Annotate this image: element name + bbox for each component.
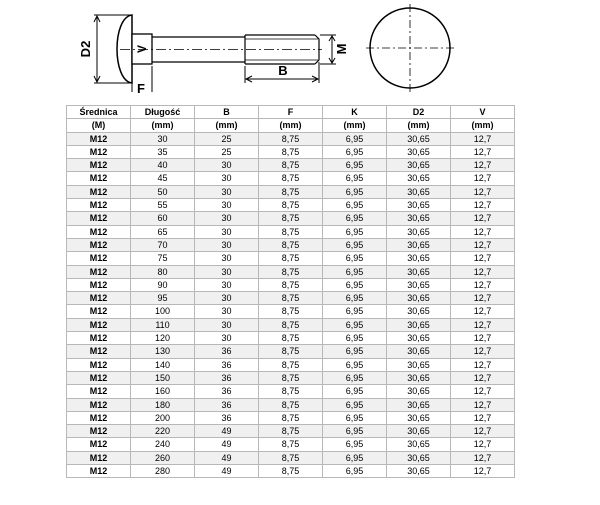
table-body [67, 132, 515, 478]
table-cell: 8,75 [259, 159, 323, 172]
table-cell: 6,95 [323, 345, 387, 358]
table-cell: 220 [131, 425, 195, 438]
table-cell: 12,7 [451, 199, 515, 212]
table-cell: 12,7 [451, 212, 515, 225]
table-cell: 130 [131, 345, 195, 358]
table-cell: 30,65 [387, 145, 451, 158]
table-cell: 6,95 [323, 398, 387, 411]
table-cell: 30,65 [387, 385, 451, 398]
table-cell: 6,95 [323, 292, 387, 305]
table-cell: 65 [131, 225, 195, 238]
table-cell: 80 [131, 265, 195, 278]
table-cell: 30,65 [387, 278, 451, 291]
table-cell: 8,75 [259, 332, 323, 345]
table-cell: 12,7 [451, 358, 515, 371]
table-cell: 30,65 [387, 185, 451, 198]
table-cell: M12 [67, 172, 131, 185]
table-cell: M12 [67, 278, 131, 291]
table-cell: 6,95 [323, 172, 387, 185]
table-cell: M12 [67, 145, 131, 158]
table-cell: 30 [195, 172, 259, 185]
table-cell: M12 [67, 438, 131, 451]
table-cell: 8,75 [259, 199, 323, 212]
table-cell: 8,75 [259, 465, 323, 478]
table-cell: 6,95 [323, 225, 387, 238]
table-cell: 8,75 [259, 318, 323, 331]
table-cell: 30,65 [387, 212, 451, 225]
table-row [67, 425, 515, 438]
table-cell: 75 [131, 252, 195, 265]
table-cell: 36 [195, 371, 259, 384]
table-cell: 30 [195, 159, 259, 172]
table-row [67, 132, 515, 145]
table-row [67, 371, 515, 384]
unit-cell: (mm) [131, 119, 195, 132]
table-cell: 12,7 [451, 278, 515, 291]
header-cell: B [195, 106, 259, 119]
table-cell: 8,75 [259, 398, 323, 411]
table-row [67, 159, 515, 172]
table-row [67, 172, 515, 185]
table-cell: 30 [195, 225, 259, 238]
unit-cell: (mm) [259, 119, 323, 132]
table-row [67, 145, 515, 158]
table-cell: 12,7 [451, 159, 515, 172]
table-cell: 30 [195, 292, 259, 305]
table-cell: 30 [195, 212, 259, 225]
table-cell: M12 [67, 358, 131, 371]
table-row [67, 318, 515, 331]
table-cell: 95 [131, 292, 195, 305]
table-cell: 8,75 [259, 265, 323, 278]
table-row [67, 398, 515, 411]
table-cell: 30 [195, 185, 259, 198]
table-cell: M12 [67, 305, 131, 318]
table-cell: 6,95 [323, 238, 387, 251]
table-row [67, 438, 515, 451]
table-cell: 12,7 [451, 252, 515, 265]
table-cell: 260 [131, 451, 195, 464]
table-cell: 12,7 [451, 345, 515, 358]
table-cell: 240 [131, 438, 195, 451]
table-cell: M12 [67, 345, 131, 358]
table-cell: 8,75 [259, 132, 323, 145]
table-cell: 12,7 [451, 465, 515, 478]
units-row [67, 119, 515, 132]
unit-cell: (mm) [323, 119, 387, 132]
table-cell: 12,7 [451, 172, 515, 185]
table-cell: M12 [67, 159, 131, 172]
f-label: F [137, 81, 145, 96]
table-cell: 12,7 [451, 132, 515, 145]
table-cell: 49 [195, 425, 259, 438]
table-cell: 140 [131, 358, 195, 371]
table-cell: 30 [195, 252, 259, 265]
table-cell: 6,95 [323, 425, 387, 438]
unit-cell: (mm) [451, 119, 515, 132]
table-cell: 150 [131, 371, 195, 384]
table-row [67, 385, 515, 398]
table-cell: 8,75 [259, 371, 323, 384]
table-cell: 6,95 [323, 411, 387, 424]
table-cell: 30,65 [387, 265, 451, 278]
unit-cell: (mm) [387, 119, 451, 132]
table-cell: M12 [67, 385, 131, 398]
table-cell: M12 [67, 185, 131, 198]
table-cell: 160 [131, 385, 195, 398]
table-cell: 6,95 [323, 278, 387, 291]
table-cell: 30,65 [387, 451, 451, 464]
table-cell: 8,75 [259, 438, 323, 451]
table-cell: 6,95 [323, 199, 387, 212]
table-cell: 30,65 [387, 225, 451, 238]
table-cell: 8,75 [259, 172, 323, 185]
dimensions-table [66, 105, 515, 478]
table-cell: 6,95 [323, 305, 387, 318]
table-cell: 90 [131, 278, 195, 291]
table-cell: 30,65 [387, 252, 451, 265]
table-cell: 12,7 [451, 371, 515, 384]
table-cell: M12 [67, 371, 131, 384]
table-cell: 30 [195, 278, 259, 291]
table-row [67, 212, 515, 225]
table-cell: 30,65 [387, 358, 451, 371]
table-cell: M12 [67, 398, 131, 411]
unit-cell: (M) [67, 119, 131, 132]
table-cell: 36 [195, 358, 259, 371]
table-cell: 12,7 [451, 451, 515, 464]
table-row [67, 305, 515, 318]
table-cell: M12 [67, 199, 131, 212]
table-row [67, 332, 515, 345]
table-cell: 30,65 [387, 159, 451, 172]
table-cell: 8,75 [259, 212, 323, 225]
table-cell: 30 [195, 199, 259, 212]
table-cell: 30,65 [387, 345, 451, 358]
table-cell: 30,65 [387, 318, 451, 331]
table-cell: M12 [67, 425, 131, 438]
table-row [67, 265, 515, 278]
table-cell: 30,65 [387, 438, 451, 451]
table-cell: 6,95 [323, 451, 387, 464]
header-row [67, 106, 515, 119]
b-label: B [278, 63, 288, 78]
table-cell: M12 [67, 132, 131, 145]
table-cell: 30,65 [387, 305, 451, 318]
table-cell: 8,75 [259, 358, 323, 371]
table-cell: 49 [195, 438, 259, 451]
table-cell: M12 [67, 238, 131, 251]
table-cell: 6,95 [323, 371, 387, 384]
unit-cell: (mm) [195, 119, 259, 132]
table-row [67, 358, 515, 371]
table-cell: 12,7 [451, 305, 515, 318]
table-row [67, 278, 515, 291]
table-cell: M12 [67, 212, 131, 225]
table-cell: 30,65 [387, 465, 451, 478]
table-cell: 36 [195, 398, 259, 411]
table-cell: 6,95 [323, 385, 387, 398]
table-cell: 30,65 [387, 132, 451, 145]
table-cell: 36 [195, 345, 259, 358]
table-cell: 100 [131, 305, 195, 318]
table-cell: 8,75 [259, 451, 323, 464]
table-cell: M12 [67, 225, 131, 238]
table-cell: 30,65 [387, 292, 451, 305]
table-cell: 6,95 [323, 212, 387, 225]
table-cell: 12,7 [451, 438, 515, 451]
table-row [67, 292, 515, 305]
table-cell: 8,75 [259, 345, 323, 358]
table-cell: 35 [131, 145, 195, 158]
table-cell: 8,75 [259, 145, 323, 158]
table-cell: 6,95 [323, 145, 387, 158]
table-cell: 49 [195, 465, 259, 478]
v-label: V [135, 44, 149, 54]
table-cell: 30,65 [387, 172, 451, 185]
table-cell: 110 [131, 318, 195, 331]
table-cell: 6,95 [323, 132, 387, 145]
table-row [67, 185, 515, 198]
table-cell: 12,7 [451, 292, 515, 305]
table-cell: 8,75 [259, 185, 323, 198]
table-cell: 30 [195, 332, 259, 345]
table-cell: 25 [195, 145, 259, 158]
table-cell: 12,7 [451, 238, 515, 251]
table-cell: 30,65 [387, 398, 451, 411]
table-cell: 12,7 [451, 425, 515, 438]
table-cell: 6,95 [323, 252, 387, 265]
header-cell: F [259, 106, 323, 119]
table-row [67, 199, 515, 212]
table-row [67, 345, 515, 358]
table-cell: 30,65 [387, 371, 451, 384]
table-cell: 40 [131, 159, 195, 172]
table-cell: 200 [131, 411, 195, 424]
table-cell: 12,7 [451, 385, 515, 398]
table-cell: 280 [131, 465, 195, 478]
table-cell: 12,7 [451, 265, 515, 278]
table-cell: M12 [67, 252, 131, 265]
table-cell: 8,75 [259, 292, 323, 305]
table-cell: 30,65 [387, 332, 451, 345]
table-cell: 30,65 [387, 411, 451, 424]
d2-label: D2 [78, 40, 93, 58]
table-cell: 6,95 [323, 465, 387, 478]
table-row [67, 225, 515, 238]
table-cell: M12 [67, 451, 131, 464]
table-cell: M12 [67, 292, 131, 305]
table-cell: 30 [131, 132, 195, 145]
table-cell: 36 [195, 411, 259, 424]
bolt-head [117, 15, 132, 83]
table-cell: 180 [131, 398, 195, 411]
table-row [67, 451, 515, 464]
table-cell: 8,75 [259, 385, 323, 398]
table-cell: 120 [131, 332, 195, 345]
table-cell: 25 [195, 132, 259, 145]
header-cell: D2 [387, 106, 451, 119]
header-cell: K [323, 106, 387, 119]
table-row [67, 252, 515, 265]
table-cell: 8,75 [259, 238, 323, 251]
table-cell: 8,75 [259, 225, 323, 238]
table-cell: 55 [131, 199, 195, 212]
table-cell: 12,7 [451, 411, 515, 424]
table-cell: 6,95 [323, 159, 387, 172]
table-cell: M12 [67, 465, 131, 478]
table-cell: 6,95 [323, 332, 387, 345]
bolt-drawing [0, 0, 600, 100]
table-cell: 30 [195, 265, 259, 278]
table-cell: 30,65 [387, 199, 451, 212]
table-cell: 6,95 [323, 185, 387, 198]
table-cell: 12,7 [451, 398, 515, 411]
table-cell: 12,7 [451, 225, 515, 238]
table-cell: 70 [131, 238, 195, 251]
table-cell: 8,75 [259, 278, 323, 291]
table-row [67, 465, 515, 478]
table-cell: 12,7 [451, 145, 515, 158]
table-cell: 30,65 [387, 238, 451, 251]
table-cell: 6,95 [323, 358, 387, 371]
table-cell: 6,95 [323, 265, 387, 278]
table-cell: M12 [67, 411, 131, 424]
table-cell: 6,95 [323, 318, 387, 331]
table-cell: 30 [195, 305, 259, 318]
table-cell: 50 [131, 185, 195, 198]
table-cell: 12,7 [451, 185, 515, 198]
table-cell: 6,95 [323, 438, 387, 451]
table-cell: 8,75 [259, 252, 323, 265]
table-cell: 45 [131, 172, 195, 185]
table-cell: 36 [195, 385, 259, 398]
table-cell: 8,75 [259, 425, 323, 438]
table-row [67, 238, 515, 251]
header-cell: V [451, 106, 515, 119]
table-cell: M12 [67, 265, 131, 278]
header-cell: Długość [131, 106, 195, 119]
table-cell: 8,75 [259, 411, 323, 424]
table-cell: M12 [67, 332, 131, 345]
table-cell: 30 [195, 318, 259, 331]
table-cell: 12,7 [451, 318, 515, 331]
table-cell: 30,65 [387, 425, 451, 438]
table-cell: 12,7 [451, 332, 515, 345]
m-label: M [334, 43, 349, 55]
table-row [67, 411, 515, 424]
table-cell: 49 [195, 451, 259, 464]
table-cell: M12 [67, 318, 131, 331]
table-cell: 60 [131, 212, 195, 225]
header-cell: Średnica [67, 106, 131, 119]
table-cell: 30 [195, 238, 259, 251]
table-cell: 8,75 [259, 305, 323, 318]
